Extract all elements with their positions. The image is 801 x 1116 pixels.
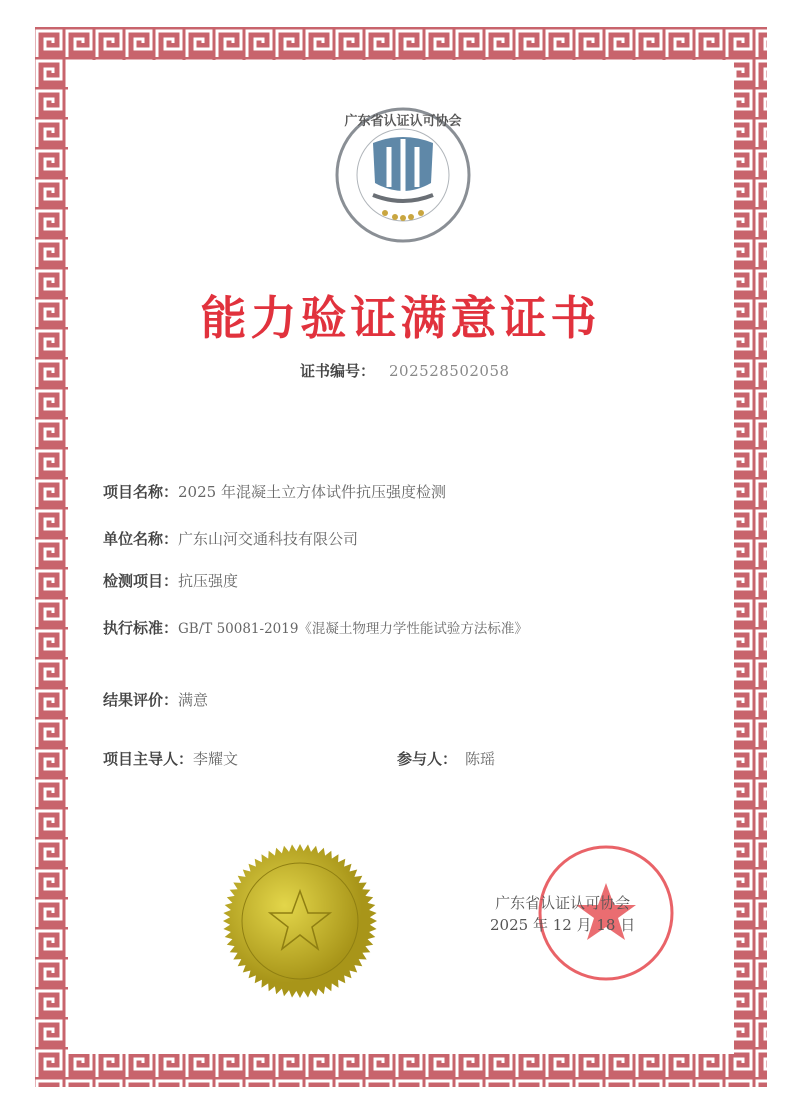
field-value: 满意 xyxy=(178,691,209,709)
issuer-block xyxy=(490,892,635,936)
field-label: 执行标准： xyxy=(103,619,179,637)
field-label: 检测项目： xyxy=(103,572,179,590)
issuer-name: 广东省认证认可协会 xyxy=(495,894,631,912)
field-project-lead xyxy=(103,748,238,769)
field-result xyxy=(103,689,208,710)
certificate-number-value: 202528502058 xyxy=(389,362,510,380)
issue-date: 2025 年 12 月 18 日 xyxy=(490,916,636,934)
field-value: 抗压强度 xyxy=(178,572,239,590)
field-value: 广东山河交通科技有限公司 xyxy=(178,530,359,548)
field-value: 2025 年混凝土立方体试件抗压强度检测 xyxy=(178,483,446,501)
certificate-title: 能力验证满意证书 xyxy=(200,291,601,345)
field-project-name xyxy=(103,481,446,502)
certificate-number-label: 证书编号： xyxy=(300,362,376,380)
field-value: 李耀文 xyxy=(193,750,239,768)
field-organization xyxy=(103,528,358,549)
field-test-item xyxy=(103,570,238,591)
field-value: GB/T 50081-2019《混凝土物理力学性能试验方法标准》 xyxy=(178,621,528,637)
field-label: 单位名称： xyxy=(103,530,179,548)
field-label: 结果评价： xyxy=(103,691,179,709)
gold-foil-seal xyxy=(222,843,378,999)
association-logo xyxy=(323,103,483,243)
field-value: 陈瑶 xyxy=(465,750,496,768)
field-participant xyxy=(397,748,495,769)
field-standard xyxy=(103,617,528,638)
field-label: 项目主导人： xyxy=(103,750,194,768)
field-label: 参与人： xyxy=(397,750,458,768)
field-label: 项目名称： xyxy=(103,483,179,501)
certificate-number xyxy=(300,360,510,381)
logo-text: 广东省认证认可协会 xyxy=(344,114,462,129)
